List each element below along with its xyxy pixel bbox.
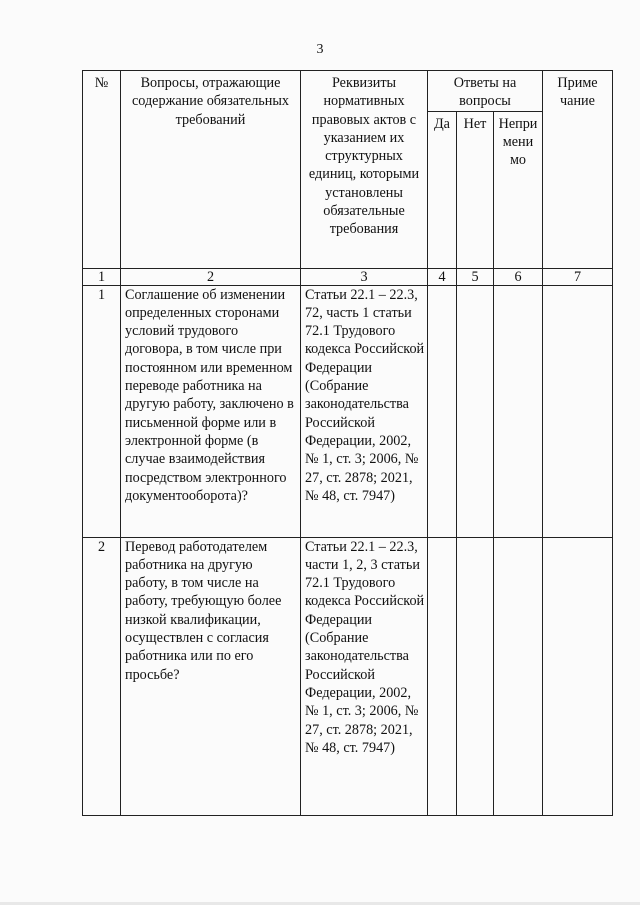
column-number: 4	[428, 268, 457, 285]
header-answers: Ответы на вопросы	[428, 71, 543, 112]
header-yes: Да	[428, 111, 457, 268]
requirements-table	[82, 70, 613, 816]
column-number: 5	[457, 268, 494, 285]
table-row	[83, 537, 613, 815]
column-number: 7	[543, 268, 613, 285]
answer-na-cell[interactable]	[494, 285, 543, 537]
header-no: Нет	[457, 111, 494, 268]
column-number: 3	[301, 268, 428, 285]
row-requisites: Статьи 22.1 – 22.3, части 1, 2, 3 статьи 72.1 Трудового кодекса Российской Федерации (Собрание законодательства Российской Федерации, 2002, № 1, ст. 3; 2006, № 27, ст. 2878; 2021, № 48, ст. 7947)	[301, 537, 428, 815]
row-question: Соглашение об изменении определенных сторонами условий трудового договора, в том числе при постоянном или временном переводе работника на другую работу, заключено в письменной форме или в электронной форме (в случае взаимодействия посредством электронного документооборота)?	[121, 285, 301, 537]
row-number: 1	[83, 285, 121, 537]
note-cell[interactable]	[543, 537, 613, 815]
column-number: 1	[83, 268, 121, 285]
answer-yes-cell[interactable]	[428, 537, 457, 815]
column-number: 6	[494, 268, 543, 285]
column-number-row	[83, 268, 613, 285]
row-number: 2	[83, 537, 121, 815]
header-note: Приме чание	[543, 71, 613, 269]
column-number: 2	[121, 268, 301, 285]
answer-no-cell[interactable]	[457, 537, 494, 815]
page-number: 3	[316, 42, 324, 57]
answer-na-cell[interactable]	[494, 537, 543, 815]
header-na: Непри мени мо	[494, 111, 543, 268]
header-num: №	[83, 71, 121, 269]
header-requisites: Реквизиты нормативных правовых актов с указанием их структурных единиц, которыми установлены обязательные требования	[301, 71, 428, 269]
answer-yes-cell[interactable]	[428, 285, 457, 537]
note-cell[interactable]	[543, 285, 613, 537]
row-requisites: Статьи 22.1 – 22.3, 72, часть 1 статьи 72.1 Трудового кодекса Российской Федерации (Собрание законодательства Российской Федерации, 2002, № 1, ст. 3; 2006, № 27, ст. 2878; 2021, № 48, ст. 7947)	[301, 285, 428, 537]
answer-no-cell[interactable]	[457, 285, 494, 537]
row-question: Перевод работодателем работника на другую работу, в том числе на работу, требующую более низкой квалификации, осуществлен с согласия работника или по его просьбе?	[121, 537, 301, 815]
table-row	[83, 285, 613, 537]
header-questions: Вопросы, отражающие содержание обязательных требований	[121, 71, 301, 269]
